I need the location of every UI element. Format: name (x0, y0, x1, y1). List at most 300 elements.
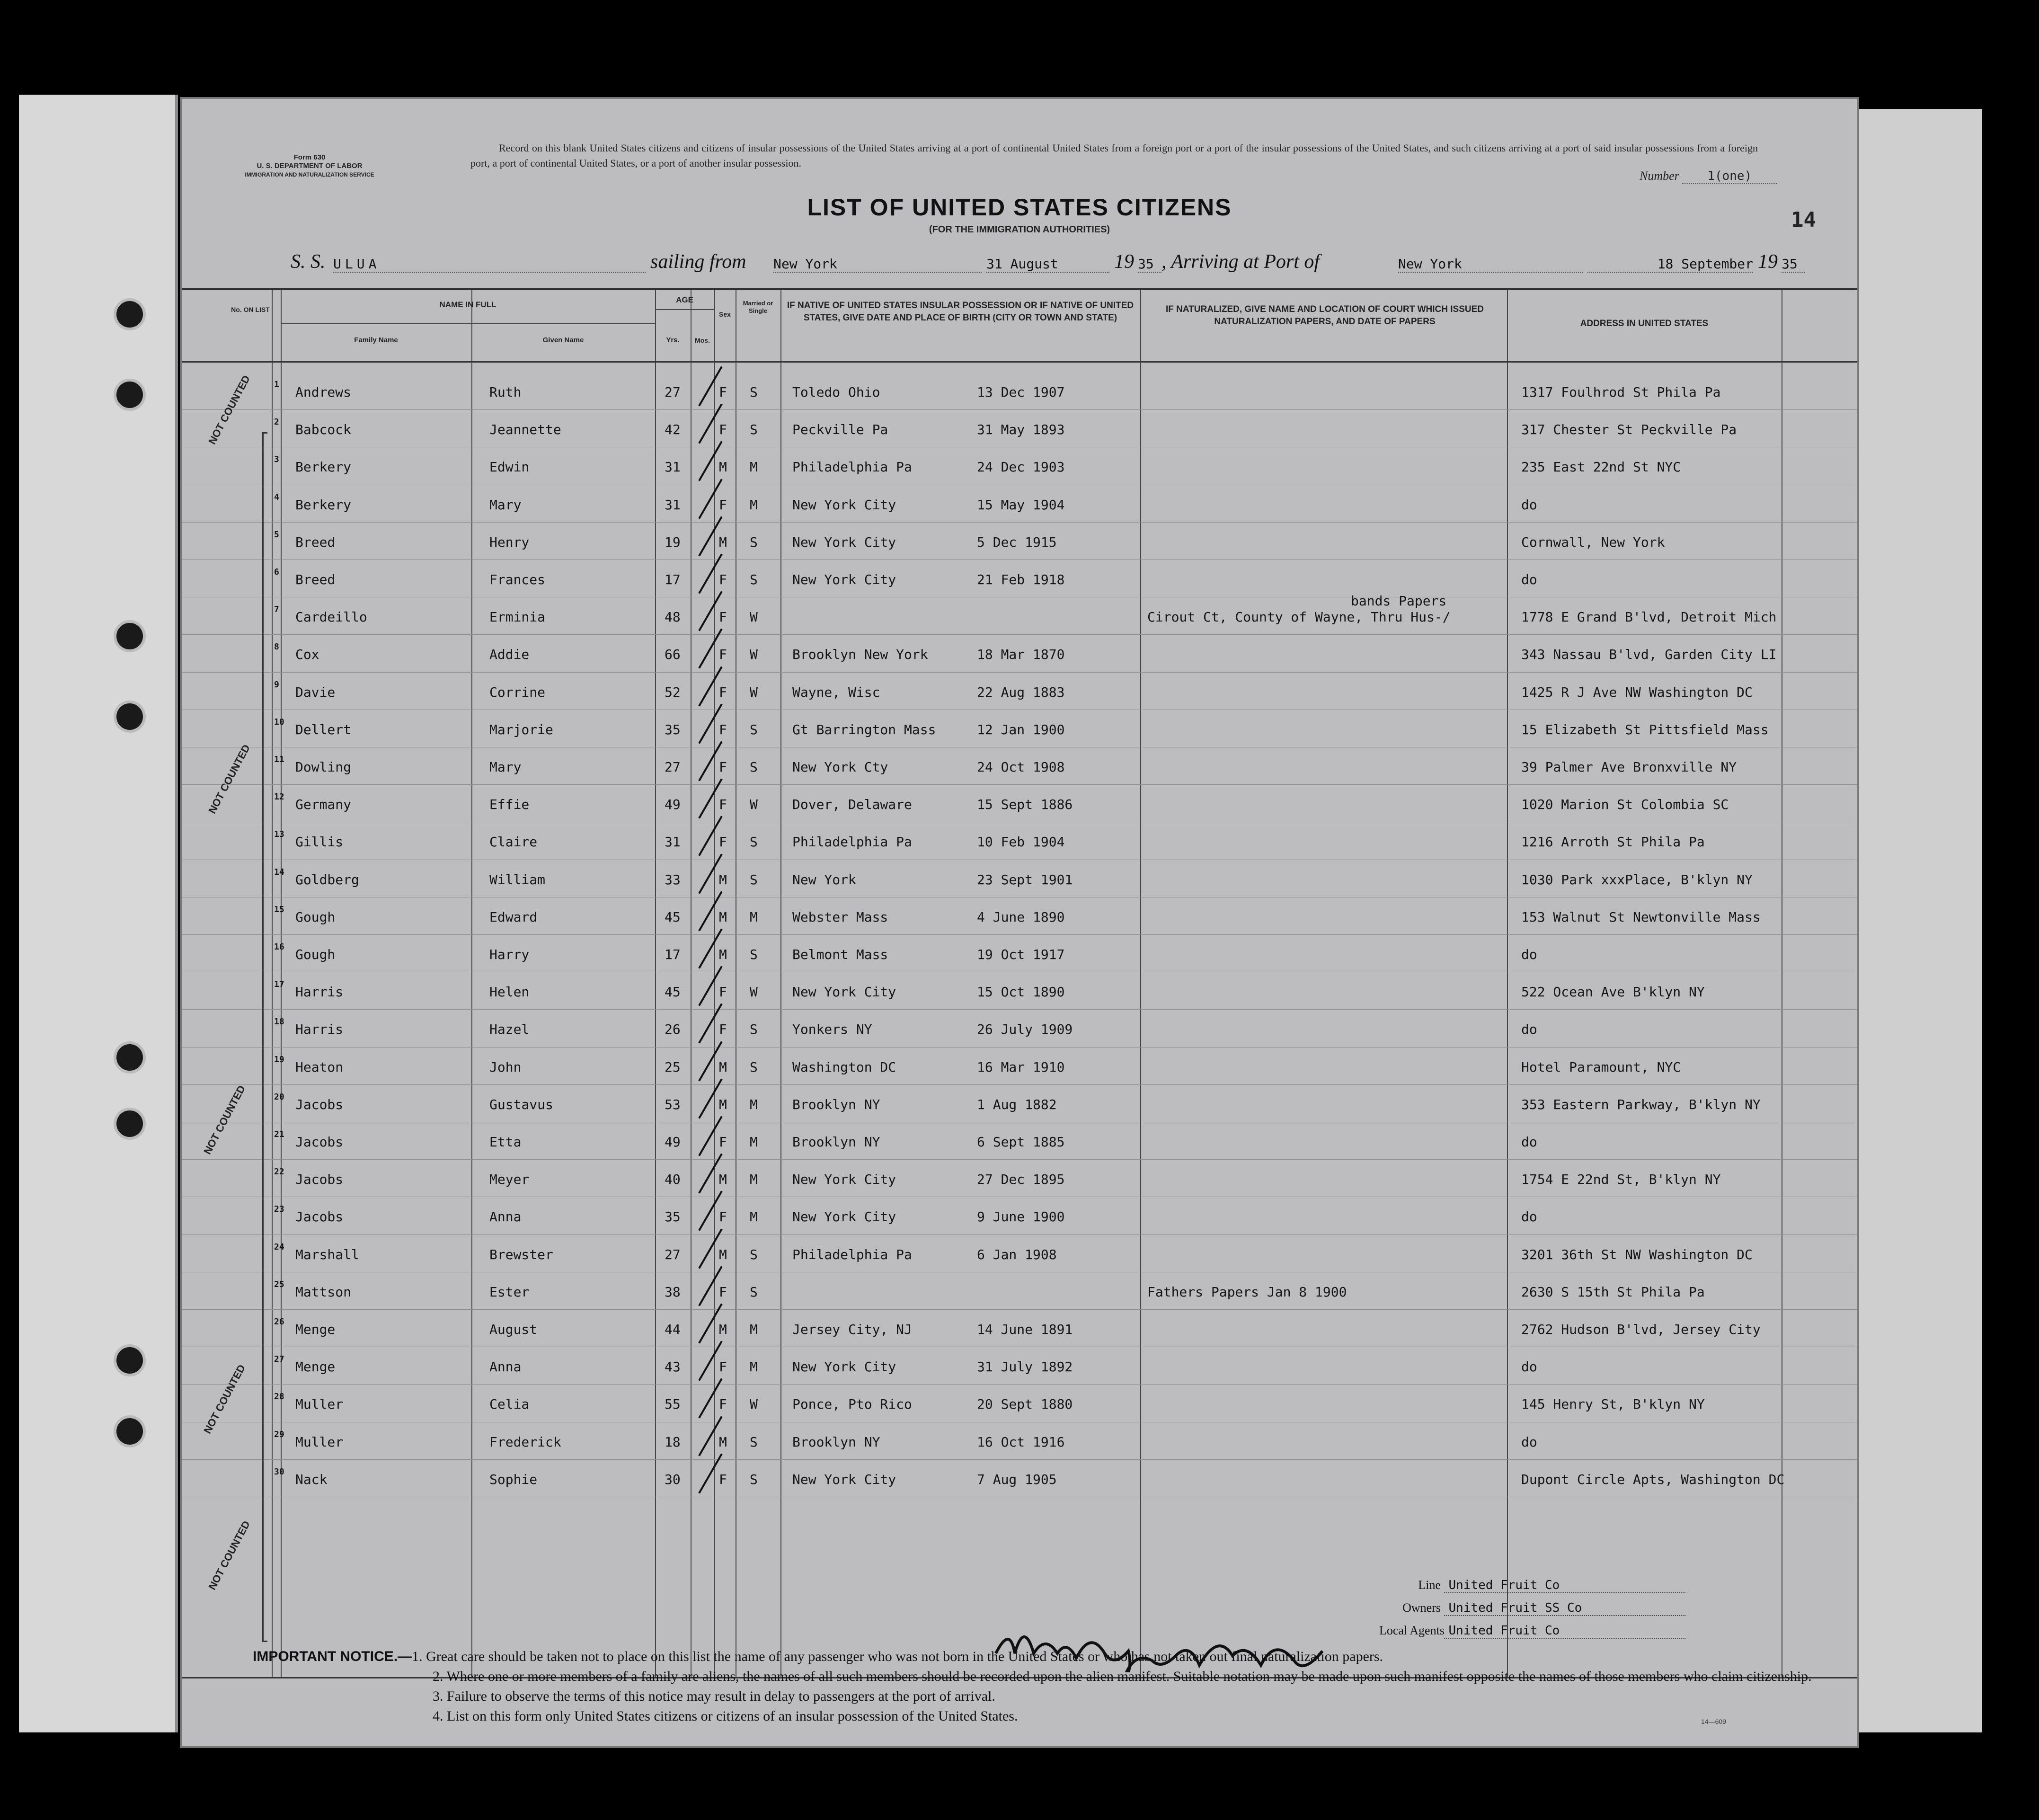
cell-address: do (1521, 1209, 1537, 1225)
cell-place: New York City (792, 497, 896, 513)
cell-ms: S (750, 759, 758, 775)
cell-given: Anna (489, 1209, 522, 1225)
cell-age: 66 (665, 647, 681, 663)
table-row (182, 593, 1857, 635)
cell-age: 27 (665, 384, 681, 400)
cell-family: Cox (295, 647, 319, 663)
cell-address: Hotel Paramount, NYC (1521, 1059, 1681, 1075)
cell-address: 2630 S 15th St Phila Pa (1521, 1284, 1705, 1300)
table-row (182, 1235, 1857, 1273)
cell-place: New York City (792, 984, 896, 1000)
cell-sex: M (719, 947, 727, 962)
cell-ms: S (750, 1059, 758, 1075)
cell-address: do (1521, 572, 1537, 587)
cell-ms: S (750, 947, 758, 962)
col-mos: Mos. (695, 337, 710, 344)
cell-no: 14 (274, 867, 284, 877)
cell-given: Claire (489, 834, 538, 850)
table-row (182, 973, 1857, 1010)
cell-family: Andrews (295, 384, 352, 400)
cell-age: 48 (665, 609, 681, 625)
cell-no: 17 (274, 979, 284, 990)
cell-date: 27 Dec 1895 (977, 1172, 1065, 1188)
cell-age: 55 (665, 1396, 681, 1412)
cell-family: Breed (295, 534, 336, 550)
cell-age: 18 (665, 1434, 681, 1450)
cell-sex: M (719, 1434, 727, 1450)
service: IMMIGRATION AND NATURALIZATION SERVICE (245, 171, 374, 178)
line-value: United Fruit Co (1444, 1578, 1685, 1593)
agents-label: Local Agents (1379, 1624, 1445, 1637)
agents-value: United Fruit Co (1444, 1624, 1685, 1639)
punch-hole (114, 620, 146, 652)
cell-date: 15 Sept 1886 (977, 797, 1073, 813)
cell-ms: S (750, 534, 758, 550)
cell-address: 1317 Foulhrod St Phila Pa (1521, 384, 1721, 400)
owners-label: Owners (1402, 1601, 1441, 1615)
cell-date: 20 Sept 1880 (977, 1396, 1073, 1412)
col-age: AGE (676, 295, 693, 304)
table-row (182, 861, 1857, 898)
cell-place: New York City (792, 1172, 896, 1188)
cell-family: Davie (295, 684, 336, 700)
table-row (182, 1385, 1857, 1422)
cell-given: John (489, 1059, 522, 1075)
table-row (182, 673, 1857, 710)
departure-year: 35 (1138, 256, 1161, 273)
department: U. S. DEPARTMENT OF LABOR (257, 162, 363, 170)
cell-given: Etta (489, 1134, 522, 1150)
cell-given: Mary (489, 497, 522, 513)
col-birth: IF NATIVE OF UNITED STATES INSULAR POSSESSION OR IF NATIVE OF UNITED STATES, GIVE DATE AND PLACE OF BIRTH (CITY OR TOWN AND STATE) (787, 301, 1134, 323)
cell-place: Brooklyn NY (792, 1096, 880, 1112)
cell-age: 35 (665, 1209, 681, 1225)
cell-place: Gt Barrington Mass (792, 721, 936, 737)
cell-ms: W (750, 1396, 758, 1412)
cell-given: Edward (489, 909, 538, 925)
cell-place: Brooklyn NY (792, 1134, 880, 1150)
cell-place: Webster Mass (792, 909, 888, 925)
cell-sex: F (719, 1359, 727, 1375)
number-label: Number (1640, 169, 1679, 183)
cell-age: 17 (665, 947, 681, 962)
cell-age: 53 (665, 1096, 681, 1112)
cell-date: 16 Mar 1910 (977, 1059, 1065, 1075)
cell-address: 1020 Marion St Colombia SC (1521, 797, 1729, 813)
cell-ms: M (750, 1322, 758, 1337)
cell-given: Ruth (489, 384, 522, 400)
cell-date: 24 Oct 1908 (977, 759, 1065, 775)
cell-ms: S (750, 1284, 758, 1300)
cell-address: 2762 Hudson B'lvd, Jersey City (1521, 1322, 1761, 1337)
cell-ms: M (750, 459, 758, 475)
cell-age: 31 (665, 834, 681, 850)
table-row (182, 448, 1857, 485)
cell-ms: M (750, 1209, 758, 1225)
cell-sex: F (719, 1396, 727, 1412)
cell-place: Philadelphia Pa (792, 459, 912, 475)
cell-no: 30 (274, 1466, 284, 1477)
punch-hole (114, 379, 146, 411)
cell-family: Cardeillo (295, 609, 367, 625)
cell-address: 39 Palmer Ave Bronxville NY (1521, 759, 1737, 775)
cell-ms: M (750, 497, 758, 513)
cell-date: 6 Jan 1908 (977, 1246, 1057, 1262)
cell-sex: F (719, 1021, 727, 1038)
table-row (182, 1123, 1857, 1160)
table-row (182, 1010, 1857, 1048)
cell-family: Harris (295, 984, 344, 1000)
form-reference (210, 153, 409, 179)
cell-date: 15 May 1904 (977, 497, 1065, 513)
cell-nat-above: bands Papers (1351, 593, 1447, 609)
cell-address: Dupont Circle Apts, Washington DC (1521, 1471, 1785, 1487)
cell-no: 23 (274, 1204, 284, 1215)
cell-address: 153 Walnut St Newtonville Mass (1521, 909, 1761, 925)
cell-address: 522 Ocean Ave B'klyn NY (1521, 984, 1705, 1000)
cell-sex: M (719, 1172, 727, 1188)
cell-address: do (1521, 497, 1537, 513)
important-notice (253, 1647, 1829, 1726)
table-row (182, 1085, 1857, 1123)
cell-age: 30 (665, 1471, 681, 1487)
cell-address: 1216 Arroth St Phila Pa (1521, 834, 1705, 850)
cell-place: Dover, Delaware (792, 797, 912, 813)
cell-ms: S (750, 871, 758, 888)
col-naturalized: IF NATURALIZED, GIVE NAME AND LOCATION OF COURT WHICH ISSUED NATURALIZATION PAPERS, AND DATE OF PAPERS (1165, 304, 1484, 327)
table-row (182, 635, 1857, 673)
cell-ms: S (750, 834, 758, 850)
cell-no: 8 (274, 642, 279, 652)
cell-date: 14 June 1891 (977, 1322, 1073, 1337)
not-counted-stamp: NOT COUNTED (206, 373, 253, 446)
table-row (182, 748, 1857, 785)
cell-place: New York (792, 871, 856, 888)
arrival-port: New York (1398, 256, 1583, 273)
col-married-single: Married or Single (743, 300, 773, 314)
cell-age: 17 (665, 572, 681, 587)
cell-no: 2 (274, 417, 279, 427)
cell-date: 6 Sept 1885 (977, 1134, 1065, 1150)
cell-no: 28 (274, 1392, 284, 1402)
cell-given: Celia (489, 1396, 530, 1412)
cell-age: 19 (665, 534, 681, 550)
cell-given: Effie (489, 797, 530, 813)
cell-address: 235 East 22nd St NYC (1521, 459, 1681, 475)
cell-age: 44 (665, 1322, 681, 1337)
cell-age: 25 (665, 1059, 681, 1075)
passenger-table (182, 288, 1857, 1678)
year-prefix: 19 (1114, 251, 1134, 273)
cell-ms: W (750, 609, 758, 625)
cell-place: Peckville Pa (792, 422, 888, 438)
cell-family: Harris (295, 1021, 344, 1038)
cell-age: 49 (665, 1134, 681, 1150)
cell-ms: S (750, 1471, 758, 1487)
cell-date: 7 Aug 1905 (977, 1471, 1057, 1487)
cell-ms: M (750, 909, 758, 925)
cell-sex: F (719, 384, 727, 400)
cell-place: New York City (792, 572, 896, 587)
cell-family: Dowling (295, 759, 352, 775)
notice-4: 4. List on this form only United States citizens or citizens of an insular possession of the United States. (433, 1708, 1018, 1724)
cell-no: 9 (274, 679, 279, 690)
cell-place: Ponce, Pto Rico (792, 1396, 912, 1412)
cell-date: 13 Dec 1907 (977, 384, 1065, 400)
cell-address: do (1521, 1021, 1537, 1038)
punch-hole (114, 1415, 146, 1447)
cell-family: Muller (295, 1396, 344, 1412)
page-number: 14 (1791, 208, 1816, 232)
arriving-label: , Arriving at Port of (1161, 251, 1320, 273)
col-given-name: Given Name (542, 336, 584, 344)
cell-sex: F (719, 1134, 727, 1150)
cell-given: Henry (489, 534, 530, 550)
col-sex: Sex (719, 311, 731, 318)
cell-age: 43 (665, 1359, 681, 1375)
cell-sex: M (719, 871, 727, 888)
cell-place: Philadelphia Pa (792, 834, 912, 850)
cell-family: Muller (295, 1434, 344, 1450)
table-row (182, 710, 1857, 748)
col-no: No. ON LIST (231, 306, 270, 313)
cell-ms: W (750, 984, 758, 1000)
cell-no: 22 (274, 1167, 284, 1177)
cell-age: 45 (665, 984, 681, 1000)
cell-sex: M (719, 1096, 727, 1112)
cell-address: do (1521, 1434, 1537, 1450)
cell-no: 29 (274, 1429, 284, 1439)
cell-no: 15 (274, 904, 284, 914)
cell-date: 26 July 1909 (977, 1021, 1073, 1038)
punch-hole (114, 298, 146, 330)
arrival-date: 18 September (1587, 256, 1753, 273)
cell-sex: F (719, 1284, 727, 1300)
cell-ms: M (750, 1134, 758, 1150)
cell-family: Jacobs (295, 1134, 344, 1150)
cell-no: 10 (274, 717, 284, 727)
table-row (182, 1460, 1857, 1498)
cell-age: 33 (665, 871, 681, 888)
cell-sex: F (719, 834, 727, 850)
cell-given: Jeannette (489, 422, 561, 438)
cell-date: 16 Oct 1916 (977, 1434, 1065, 1450)
cell-sex: F (719, 572, 727, 587)
cell-no: 11 (274, 755, 284, 764)
cell-place: Brooklyn New York (792, 647, 928, 663)
table-row (182, 1160, 1857, 1198)
cell-no: 19 (274, 1054, 284, 1065)
cell-date: 1 Aug 1882 (977, 1096, 1057, 1112)
cell-no: 20 (274, 1092, 284, 1102)
cell-date: 12 Jan 1900 (977, 721, 1065, 737)
departure-port: New York (773, 256, 982, 273)
notice-1: 1. Great care should be taken not to place on this list the name of any passenger who was not born in the United States or who has not taken out final naturalization papers. (412, 1649, 1383, 1664)
cell-given: Meyer (489, 1172, 530, 1188)
cell-age: 52 (665, 684, 681, 700)
cell-address: 1778 E Grand B'lvd, Detroit Mich (1521, 609, 1777, 625)
cell-place: New York Cty (792, 759, 888, 775)
cell-family: Breed (295, 572, 336, 587)
cell-family: Gillis (295, 834, 344, 850)
cell-sex: F (719, 984, 727, 1000)
cell-place: Wayne, Wisc (792, 684, 880, 700)
cell-no: 7 (274, 604, 279, 615)
cell-no: 24 (274, 1242, 284, 1252)
arrival-year: 35 (1782, 256, 1805, 273)
manifest-sheet (180, 97, 1859, 1748)
cell-date: 18 Mar 1870 (977, 647, 1065, 663)
cell-given: August (489, 1322, 538, 1337)
punch-hole (114, 1041, 146, 1074)
cell-family: Menge (295, 1359, 336, 1375)
cell-date: 15 Oct 1890 (977, 984, 1065, 1000)
family-bracket (262, 432, 267, 1642)
table-row (182, 898, 1857, 935)
cell-given: Frances (489, 572, 546, 587)
col-family-name: Family Name (354, 336, 398, 344)
cell-place: Belmont Mass (792, 947, 888, 962)
cell-address: 1754 E 22nd St, B'klyn NY (1521, 1172, 1721, 1188)
not-counted-stamp: NOT COUNTED (201, 1083, 248, 1156)
cell-family: Germany (295, 797, 352, 813)
cell-sex: M (719, 1246, 727, 1262)
cell-family: Berkery (295, 497, 352, 513)
cell-sex: M (719, 459, 727, 475)
col-address: ADDRESS IN UNITED STATES (1580, 319, 1709, 328)
cell-address: 1425 R J Ave NW Washington DC (1521, 684, 1753, 700)
cell-place: Brooklyn NY (792, 1434, 880, 1450)
cell-family: Gough (295, 909, 336, 925)
cell-address: 1030 Park xxxPlace, B'klyn NY (1521, 871, 1753, 888)
cell-family: Menge (295, 1322, 336, 1337)
cell-address: do (1521, 1134, 1537, 1150)
punch-hole (114, 701, 146, 733)
table-row (182, 1048, 1857, 1085)
table-row (182, 373, 1857, 410)
cell-family: Marshall (295, 1246, 359, 1262)
cell-given: Corrine (489, 684, 546, 700)
table-row (182, 1273, 1857, 1310)
cell-no: 4 (274, 492, 279, 502)
cell-address: do (1521, 1359, 1537, 1375)
cell-family: Jacobs (295, 1096, 344, 1112)
cell-given: Sophie (489, 1471, 538, 1487)
notice-2: 2. Where one or more members of a family are aliens, the names of all such members should be recorded upon the alien manifest. Suitable notation may be made upon such manifest opposite the names of those members who claim citizenship. (433, 1669, 1812, 1684)
cell-age: 31 (665, 459, 681, 475)
cell-sex: F (719, 497, 727, 513)
cell-given: Brewster (489, 1246, 553, 1262)
cell-place: Toledo Ohio (792, 384, 880, 400)
line-label: Line (1418, 1578, 1441, 1592)
cell-date: 4 June 1890 (977, 909, 1065, 925)
form-number: Form 630 (293, 153, 326, 161)
cell-no: 16 (274, 942, 284, 952)
table-row (182, 935, 1857, 973)
cell-ms: S (750, 1021, 758, 1038)
not-counted-stamp: NOT COUNTED (201, 1362, 248, 1436)
table-row (182, 785, 1857, 823)
cell-sex: F (719, 759, 727, 775)
cell-ms: S (750, 1246, 758, 1262)
cell-no: 27 (274, 1354, 284, 1365)
cell-family: Heaton (295, 1059, 344, 1075)
cell-sex: F (719, 1209, 727, 1225)
cell-age: 31 (665, 497, 681, 513)
form-code: 14—609 (1701, 1718, 1726, 1725)
cell-address: do (1521, 947, 1537, 962)
col-name-in-full: NAME IN FULL (439, 300, 496, 309)
cell-place: New York City (792, 1209, 896, 1225)
cell-family: Berkery (295, 459, 352, 475)
cell-date: 24 Dec 1903 (977, 459, 1065, 475)
table-row (182, 486, 1857, 523)
cell-no: 1 (274, 380, 279, 390)
cell-address: 353 Eastern Parkway, B'klyn NY (1521, 1096, 1761, 1112)
cell-ms: M (750, 1359, 758, 1375)
cell-ms: W (750, 647, 758, 663)
cell-given: Frederick (489, 1434, 561, 1450)
cell-given: Helen (489, 984, 530, 1000)
cell-date: 9 June 1900 (977, 1209, 1065, 1225)
cell-age: 45 (665, 909, 681, 925)
cell-no: 3 (274, 454, 279, 465)
cell-family: Goldberg (295, 871, 359, 888)
number-value: 1(one) (1682, 169, 1777, 184)
page-title: LIST OF UNITED STATES CITIZENS (807, 194, 1232, 221)
binder-strip (19, 95, 178, 1732)
cell-nat: Cirout Ct, County of Wayne, Thru Hus-/ (1147, 609, 1451, 625)
cell-date: 5 Dec 1915 (977, 534, 1057, 550)
cell-sex: M (719, 1059, 727, 1075)
cell-given: Hazel (489, 1021, 530, 1038)
cell-sex: F (719, 721, 727, 737)
table-row (182, 560, 1857, 598)
cell-age: 42 (665, 422, 681, 438)
cell-address: 145 Henry St, B'klyn NY (1521, 1396, 1705, 1412)
cell-date: 10 Feb 1904 (977, 834, 1065, 850)
cell-age: 26 (665, 1021, 681, 1038)
punch-hole (114, 1344, 146, 1376)
cell-age: 40 (665, 1172, 681, 1188)
cell-given: Marjorie (489, 721, 553, 737)
table-row (182, 823, 1857, 860)
cell-ms: W (750, 797, 758, 813)
cell-family: Dellert (295, 721, 352, 737)
cell-date: 31 May 1893 (977, 422, 1065, 438)
cell-no: 5 (274, 529, 279, 540)
cell-place: Philadelphia Pa (792, 1246, 912, 1262)
table-row (182, 1348, 1857, 1385)
right-page-edge (1855, 109, 1982, 1732)
cell-ms: S (750, 572, 758, 587)
cell-family: Gough (295, 947, 336, 962)
cell-sex: M (719, 534, 727, 550)
cell-given: Anna (489, 1359, 522, 1375)
cell-place: New York City (792, 534, 896, 550)
year-prefix-2: 19 (1758, 251, 1778, 273)
cell-age: 35 (665, 721, 681, 737)
cell-no: 26 (274, 1317, 284, 1327)
cell-sex: M (719, 1322, 727, 1337)
cell-date: 21 Feb 1918 (977, 572, 1065, 587)
cell-given: Ester (489, 1284, 530, 1300)
cell-given: Gustavus (489, 1096, 553, 1112)
cell-place: New York City (792, 1471, 896, 1487)
sailing-from-label: sailing from (650, 251, 746, 273)
line-owners-agents (1379, 1578, 1685, 1646)
cell-place: New York City (792, 1359, 896, 1375)
